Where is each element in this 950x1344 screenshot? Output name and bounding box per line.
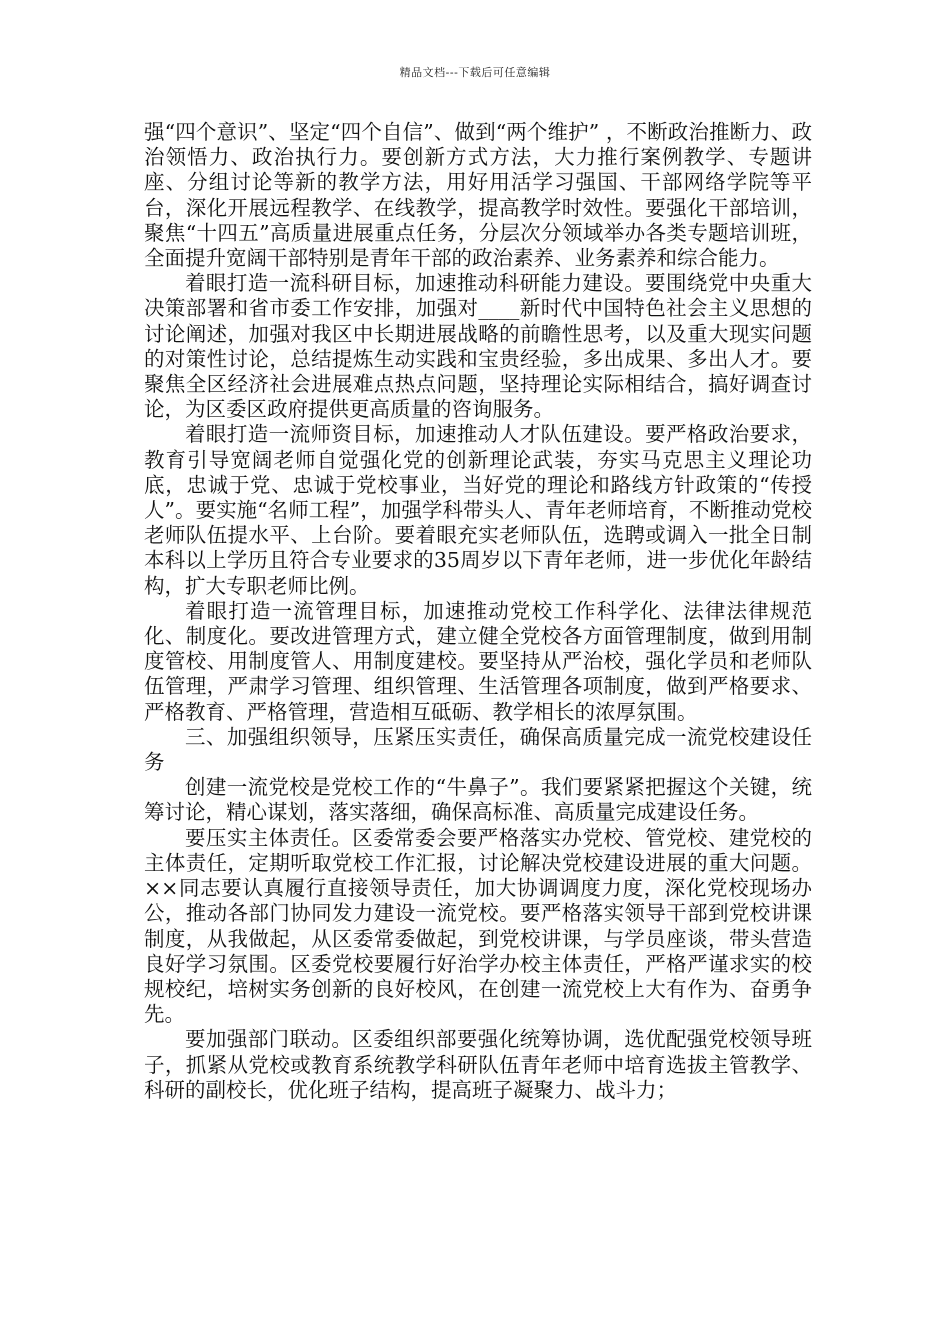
paragraph-2: 着眼打造一流科研目标，加速推动科研能力建设。要围绕党中央重大决策部署和省市委工作安排，加强对____新时代中国特色社会主义思想的讨论阐述，加强对我区中长期进展战略的前瞻性思考，以及重大现实问题的对策性讨论，总结提炼生动实践和宝贵经验，多出成果、多出人才。要聚焦全区经济社会进展难点热点问题，坚持理论实际相结合，搞好调查讨论，为区委区政府提供更高质量的咨询服务。 [144, 271, 812, 422]
paragraph-4: 着眼打造一流管理目标，加速推动党校工作科学化、法律法律规范化、制度化。要改进管理方式，建立健全党校各方面管理制度，做到用制度管校、用制度管人、用制度建校。要坚持从严治校，强化学员和老师队伍管理，严肃学习管理、组织管理、生活管理各项制度，做到严格要求、严格教育、严格管理，营造相互砥砺、教学相长的浓厚氛围。 [144, 598, 812, 724]
page-header: 精品文档---下载后可任意编辑 [399, 66, 551, 79]
paragraph-1: 强“四个意识”、坚定“四个自信”、做到“两个维护” ，不断政治推断力、政治领悟力、政治执行力。要创新方式方法，大力推行案例教学、专题讲座、分组讨论等新的教学方法，用好用活学习强国、干部网络学院等平台，深化开展远程教学、在线教学，提高教学时效性。要强化干部培训，聚焦“十四五”高质量进展重点任务，分层次分领域举办各类专题培训班，全面提升宽阔干部特别是青年干部的政治素养、业务素养和综合能力。 [144, 120, 812, 271]
paragraph-5: 创建一流党校是党校工作的“牛鼻子”。我们要紧紧把握这个关键，统筹讨论，精心谋划，落实落细，确保高标准、高质量完成建设任务。 [144, 775, 812, 825]
section-heading-3: 三、加强组织领导，压紧压实责任，确保高质量完成一流党校建设任务 [144, 724, 812, 775]
paragraph-6: 要压实主体责任。区委常委会要严格落实办党校、管党校、建党校的主体责任，定期听取党校工作汇报，讨论解决党校建设进展的重大问题。××同志要认真履行直接领导责任，加大协调调度力度，深化党校现场办公，推动各部门协同发力建设一流党校。要严格落实领导干部到党校讲课制度，从我做起，从区委常委做起，到党校讲课，与学员座谈，带头营造良好学习氛围。区委党校要履行好治学办校主体责任，严格严谨求实的校规校纪，培树实务创新的良好校风，在创建一流党校上大有作为、奋勇争先。 [144, 825, 812, 1027]
document-body [144, 120, 812, 1103]
paragraph-7: 要加强部门联动。区委组织部要强化统筹协调，选优配强党校领导班子，抓紧从党校或教育系统教学科研队伍青年老师中培育选拔主管教学、科研的副校长，优化班子结构，提高班子凝聚力、战斗力； [144, 1027, 812, 1102]
paragraph-3: 着眼打造一流师资目标，加速推动人才队伍建设。要严格政治要求，教育引导宽阔老师自觉强化党的创新理论武装，夯实马克思主义理论功底，忠诚于党、忠诚于党校事业，当好党的理论和路线方针政策的“传授人”。要实施“名师工程”，加强学科带头人、青年老师培育，不断推动党校老师队伍提水平、上台阶。要着眼充实老师队伍，选聘或调入一批全日制本科以上学历且符合专业要求的35周岁以下青年老师，进一步优化年龄结构，扩大专职老师比例。 [144, 422, 812, 598]
